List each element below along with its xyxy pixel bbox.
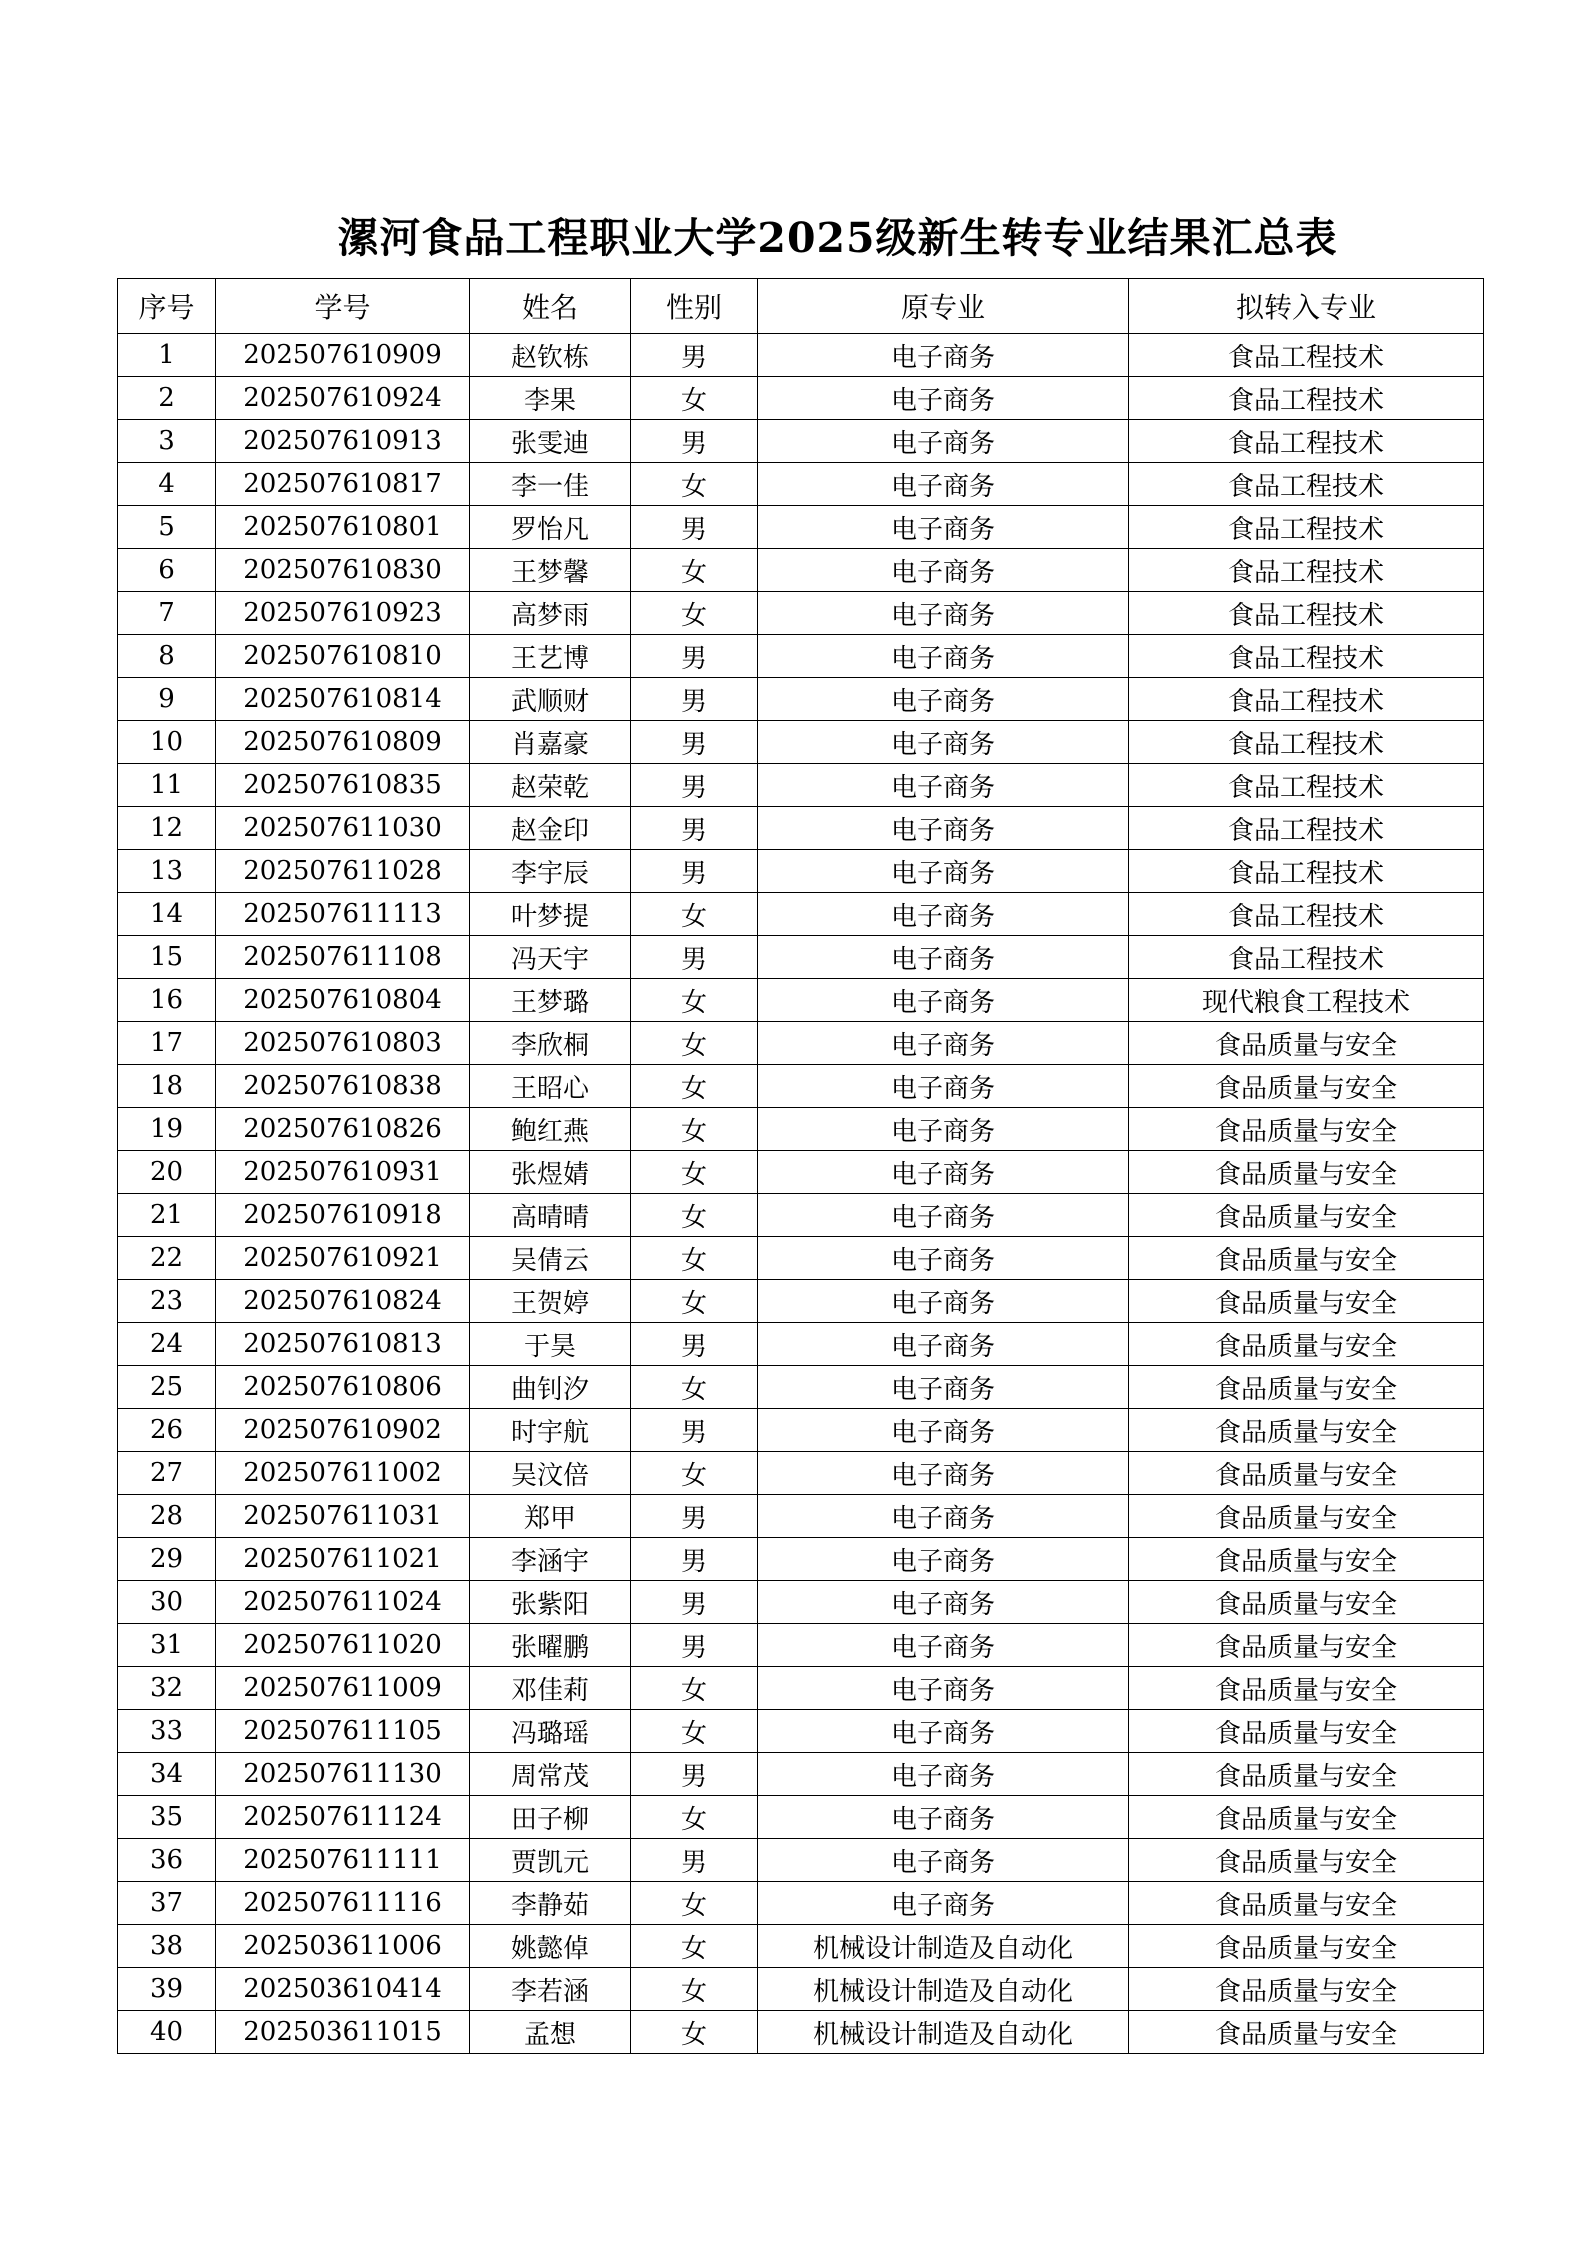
seq-cell: 37 xyxy=(118,1882,216,1925)
header-name: 姓名 xyxy=(470,279,631,334)
gender-cell: 女 xyxy=(631,1280,758,1323)
seq-cell: 38 xyxy=(118,1925,216,1968)
name-cell: 贾凯元 xyxy=(470,1839,631,1882)
target-major-cell: 食品工程技术 xyxy=(1129,678,1484,721)
table-row xyxy=(118,463,1484,506)
table-row xyxy=(118,1151,1484,1194)
original-major-cell: 电子商务 xyxy=(758,1280,1129,1323)
original-major-cell: 电子商务 xyxy=(758,1323,1129,1366)
seq-cell: 23 xyxy=(118,1280,216,1323)
target-major-cell: 食品质量与安全 xyxy=(1129,1839,1484,1882)
header-target-major: 拟转入专业 xyxy=(1129,279,1484,334)
original-major-cell: 电子商务 xyxy=(758,850,1129,893)
gender-cell: 女 xyxy=(631,549,758,592)
table-row xyxy=(118,2011,1484,2054)
table-row xyxy=(118,1753,1484,1796)
seq-cell: 4 xyxy=(118,463,216,506)
student-id-cell: 202507610804 xyxy=(216,979,470,1022)
original-major-cell: 电子商务 xyxy=(758,979,1129,1022)
table-row xyxy=(118,1624,1484,1667)
target-major-cell: 食品质量与安全 xyxy=(1129,1624,1484,1667)
original-major-cell: 电子商务 xyxy=(758,1452,1129,1495)
table-row xyxy=(118,1194,1484,1237)
gender-cell: 男 xyxy=(631,678,758,721)
original-major-cell: 电子商务 xyxy=(758,635,1129,678)
gender-cell: 女 xyxy=(631,1108,758,1151)
original-major-cell: 电子商务 xyxy=(758,1366,1129,1409)
original-major-cell: 电子商务 xyxy=(758,506,1129,549)
gender-cell: 女 xyxy=(631,1882,758,1925)
target-major-cell: 食品质量与安全 xyxy=(1129,1495,1484,1538)
student-id-cell: 202507610838 xyxy=(216,1065,470,1108)
name-cell: 孟想 xyxy=(470,2011,631,2054)
original-major-cell: 电子商务 xyxy=(758,1710,1129,1753)
header-gender: 性别 xyxy=(631,279,758,334)
student-id-cell: 202507610918 xyxy=(216,1194,470,1237)
seq-cell: 3 xyxy=(118,420,216,463)
name-cell: 周常茂 xyxy=(470,1753,631,1796)
target-major-cell: 食品工程技术 xyxy=(1129,721,1484,764)
name-cell: 王艺博 xyxy=(470,635,631,678)
seq-cell: 12 xyxy=(118,807,216,850)
seq-cell: 22 xyxy=(118,1237,216,1280)
name-cell: 鲍红燕 xyxy=(470,1108,631,1151)
gender-cell: 男 xyxy=(631,420,758,463)
original-major-cell: 电子商务 xyxy=(758,549,1129,592)
gender-cell: 女 xyxy=(631,1968,758,2011)
original-major-cell: 电子商务 xyxy=(758,936,1129,979)
student-id-cell: 202507610902 xyxy=(216,1409,470,1452)
student-id-cell: 202507610806 xyxy=(216,1366,470,1409)
header-student-id: 学号 xyxy=(216,279,470,334)
target-major-cell: 现代粮食工程技术 xyxy=(1129,979,1484,1022)
student-id-cell: 202507610830 xyxy=(216,549,470,592)
seq-cell: 2 xyxy=(118,377,216,420)
table-header-row xyxy=(118,279,1484,334)
name-cell: 郑甲 xyxy=(470,1495,631,1538)
student-id-cell: 202507610923 xyxy=(216,592,470,635)
target-major-cell: 食品质量与安全 xyxy=(1129,1882,1484,1925)
original-major-cell: 电子商务 xyxy=(758,678,1129,721)
seq-cell: 21 xyxy=(118,1194,216,1237)
name-cell: 李欣桐 xyxy=(470,1022,631,1065)
table-row xyxy=(118,721,1484,764)
gender-cell: 男 xyxy=(631,807,758,850)
name-cell: 张雯迪 xyxy=(470,420,631,463)
student-id-cell: 202507610814 xyxy=(216,678,470,721)
seq-cell: 26 xyxy=(118,1409,216,1452)
original-major-cell: 电子商务 xyxy=(758,592,1129,635)
original-major-cell: 电子商务 xyxy=(758,1667,1129,1710)
name-cell: 罗怡凡 xyxy=(470,506,631,549)
student-id-cell: 202507610826 xyxy=(216,1108,470,1151)
seq-cell: 16 xyxy=(118,979,216,1022)
original-major-cell: 电子商务 xyxy=(758,1538,1129,1581)
table-row xyxy=(118,678,1484,721)
target-major-cell: 食品质量与安全 xyxy=(1129,1065,1484,1108)
table-row xyxy=(118,1667,1484,1710)
page-title: 漯河食品工程职业大学2025级新生转专业结果汇总表 xyxy=(337,214,1338,262)
original-major-cell: 电子商务 xyxy=(758,1839,1129,1882)
name-cell: 冯天宇 xyxy=(470,936,631,979)
gender-cell: 女 xyxy=(631,1065,758,1108)
table-row xyxy=(118,1022,1484,1065)
table-row xyxy=(118,1323,1484,1366)
gender-cell: 男 xyxy=(631,1538,758,1581)
gender-cell: 男 xyxy=(631,1581,758,1624)
student-id-cell: 202507610909 xyxy=(216,334,470,377)
gender-cell: 女 xyxy=(631,592,758,635)
table-row xyxy=(118,592,1484,635)
table-row xyxy=(118,893,1484,936)
seq-cell: 5 xyxy=(118,506,216,549)
table-row xyxy=(118,936,1484,979)
original-major-cell: 电子商务 xyxy=(758,1624,1129,1667)
original-major-cell: 电子商务 xyxy=(758,1237,1129,1280)
seq-cell: 24 xyxy=(118,1323,216,1366)
original-major-cell: 电子商务 xyxy=(758,463,1129,506)
table-row xyxy=(118,1065,1484,1108)
original-major-cell: 电子商务 xyxy=(758,1796,1129,1839)
gender-cell: 女 xyxy=(631,1194,758,1237)
target-major-cell: 食品质量与安全 xyxy=(1129,2011,1484,2054)
table-row xyxy=(118,1280,1484,1323)
original-major-cell: 电子商务 xyxy=(758,1495,1129,1538)
gender-cell: 女 xyxy=(631,1710,758,1753)
target-major-cell: 食品质量与安全 xyxy=(1129,1108,1484,1151)
target-major-cell: 食品工程技术 xyxy=(1129,420,1484,463)
seq-cell: 6 xyxy=(118,549,216,592)
table-row xyxy=(118,506,1484,549)
gender-cell: 女 xyxy=(631,893,758,936)
target-major-cell: 食品工程技术 xyxy=(1129,463,1484,506)
student-id-cell: 202507610803 xyxy=(216,1022,470,1065)
seq-cell: 8 xyxy=(118,635,216,678)
original-major-cell: 电子商务 xyxy=(758,1753,1129,1796)
gender-cell: 男 xyxy=(631,1409,758,1452)
student-id-cell: 202507611105 xyxy=(216,1710,470,1753)
name-cell: 武顺财 xyxy=(470,678,631,721)
table-row xyxy=(118,979,1484,1022)
student-id-cell: 202507611116 xyxy=(216,1882,470,1925)
student-id-cell: 202507611020 xyxy=(216,1624,470,1667)
original-major-cell: 电子商务 xyxy=(758,721,1129,764)
table-row xyxy=(118,764,1484,807)
seq-cell: 17 xyxy=(118,1022,216,1065)
target-major-cell: 食品质量与安全 xyxy=(1129,1194,1484,1237)
name-cell: 高梦雨 xyxy=(470,592,631,635)
student-id-cell: 202507611113 xyxy=(216,893,470,936)
target-major-cell: 食品工程技术 xyxy=(1129,592,1484,635)
transfer-results-table xyxy=(117,278,1484,2054)
student-id-cell: 202507610809 xyxy=(216,721,470,764)
table-row xyxy=(118,1882,1484,1925)
name-cell: 姚懿倬 xyxy=(470,1925,631,1968)
gender-cell: 女 xyxy=(631,1366,758,1409)
name-cell: 李涵宇 xyxy=(470,1538,631,1581)
name-cell: 王梦馨 xyxy=(470,549,631,592)
seq-cell: 18 xyxy=(118,1065,216,1108)
name-cell: 田子柳 xyxy=(470,1796,631,1839)
header-original-major: 原专业 xyxy=(758,279,1129,334)
name-cell: 张紫阳 xyxy=(470,1581,631,1624)
name-cell: 叶梦提 xyxy=(470,893,631,936)
student-id-cell: 202507610824 xyxy=(216,1280,470,1323)
gender-cell: 男 xyxy=(631,506,758,549)
student-id-cell: 202503611006 xyxy=(216,1925,470,1968)
gender-cell: 女 xyxy=(631,1237,758,1280)
student-id-cell: 202507611021 xyxy=(216,1538,470,1581)
gender-cell: 女 xyxy=(631,463,758,506)
target-major-cell: 食品工程技术 xyxy=(1129,334,1484,377)
original-major-cell: 机械设计制造及自动化 xyxy=(758,2011,1129,2054)
gender-cell: 女 xyxy=(631,1022,758,1065)
seq-cell: 25 xyxy=(118,1366,216,1409)
table-row xyxy=(118,1796,1484,1839)
student-id-cell: 202507610931 xyxy=(216,1151,470,1194)
original-major-cell: 电子商务 xyxy=(758,893,1129,936)
student-id-cell: 202507611009 xyxy=(216,1667,470,1710)
student-id-cell: 202507610913 xyxy=(216,420,470,463)
original-major-cell: 电子商务 xyxy=(758,1194,1129,1237)
name-cell: 时宇航 xyxy=(470,1409,631,1452)
table-row xyxy=(118,1108,1484,1151)
original-major-cell: 电子商务 xyxy=(758,1065,1129,1108)
table-row xyxy=(118,1366,1484,1409)
original-major-cell: 电子商务 xyxy=(758,1022,1129,1065)
target-major-cell: 食品质量与安全 xyxy=(1129,1581,1484,1624)
gender-cell: 女 xyxy=(631,1925,758,1968)
name-cell: 冯璐瑶 xyxy=(470,1710,631,1753)
table-row xyxy=(118,1452,1484,1495)
seq-cell: 27 xyxy=(118,1452,216,1495)
seq-cell: 20 xyxy=(118,1151,216,1194)
table-row xyxy=(118,1538,1484,1581)
name-cell: 于昊 xyxy=(470,1323,631,1366)
target-major-cell: 食品质量与安全 xyxy=(1129,1409,1484,1452)
target-major-cell: 食品工程技术 xyxy=(1129,807,1484,850)
name-cell: 赵钦栋 xyxy=(470,334,631,377)
target-major-cell: 食品质量与安全 xyxy=(1129,1323,1484,1366)
original-major-cell: 机械设计制造及自动化 xyxy=(758,1968,1129,2011)
table-row xyxy=(118,1925,1484,1968)
name-cell: 曲钊汐 xyxy=(470,1366,631,1409)
gender-cell: 男 xyxy=(631,334,758,377)
table-row xyxy=(118,1409,1484,1452)
gender-cell: 女 xyxy=(631,1667,758,1710)
name-cell: 张煜婧 xyxy=(470,1151,631,1194)
seq-cell: 13 xyxy=(118,850,216,893)
table-row xyxy=(118,807,1484,850)
seq-cell: 36 xyxy=(118,1839,216,1882)
gender-cell: 男 xyxy=(631,1753,758,1796)
original-major-cell: 电子商务 xyxy=(758,334,1129,377)
table-row xyxy=(118,635,1484,678)
gender-cell: 男 xyxy=(631,721,758,764)
name-cell: 赵金印 xyxy=(470,807,631,850)
target-major-cell: 食品质量与安全 xyxy=(1129,1925,1484,1968)
student-id-cell: 202507610924 xyxy=(216,377,470,420)
student-id-cell: 202507611130 xyxy=(216,1753,470,1796)
table-row xyxy=(118,334,1484,377)
name-cell: 李宇辰 xyxy=(470,850,631,893)
seq-cell: 29 xyxy=(118,1538,216,1581)
target-major-cell: 食品质量与安全 xyxy=(1129,1452,1484,1495)
target-major-cell: 食品质量与安全 xyxy=(1129,1796,1484,1839)
name-cell: 李果 xyxy=(470,377,631,420)
student-id-cell: 202507610921 xyxy=(216,1237,470,1280)
target-major-cell: 食品质量与安全 xyxy=(1129,1710,1484,1753)
target-major-cell: 食品工程技术 xyxy=(1129,893,1484,936)
name-cell: 肖嘉豪 xyxy=(470,721,631,764)
original-major-cell: 电子商务 xyxy=(758,1151,1129,1194)
student-id-cell: 202507611002 xyxy=(216,1452,470,1495)
target-major-cell: 食品质量与安全 xyxy=(1129,1237,1484,1280)
original-major-cell: 电子商务 xyxy=(758,420,1129,463)
seq-cell: 9 xyxy=(118,678,216,721)
student-id-cell: 202503610414 xyxy=(216,1968,470,2011)
name-cell: 高晴晴 xyxy=(470,1194,631,1237)
target-major-cell: 食品质量与安全 xyxy=(1129,1667,1484,1710)
table-row xyxy=(118,549,1484,592)
seq-cell: 39 xyxy=(118,1968,216,2011)
gender-cell: 男 xyxy=(631,635,758,678)
gender-cell: 女 xyxy=(631,377,758,420)
student-id-cell: 202507611124 xyxy=(216,1796,470,1839)
seq-cell: 15 xyxy=(118,936,216,979)
target-major-cell: 食品质量与安全 xyxy=(1129,1022,1484,1065)
target-major-cell: 食品质量与安全 xyxy=(1129,1753,1484,1796)
target-major-cell: 食品质量与安全 xyxy=(1129,1968,1484,2011)
seq-cell: 30 xyxy=(118,1581,216,1624)
seq-cell: 32 xyxy=(118,1667,216,1710)
target-major-cell: 食品工程技术 xyxy=(1129,936,1484,979)
name-cell: 邓佳莉 xyxy=(470,1667,631,1710)
seq-cell: 31 xyxy=(118,1624,216,1667)
original-major-cell: 电子商务 xyxy=(758,764,1129,807)
target-major-cell: 食品工程技术 xyxy=(1129,764,1484,807)
target-major-cell: 食品工程技术 xyxy=(1129,506,1484,549)
seq-cell: 19 xyxy=(118,1108,216,1151)
table-row xyxy=(118,377,1484,420)
gender-cell: 女 xyxy=(631,1151,758,1194)
target-major-cell: 食品质量与安全 xyxy=(1129,1280,1484,1323)
student-id-cell: 202507610810 xyxy=(216,635,470,678)
name-cell: 李静茹 xyxy=(470,1882,631,1925)
gender-cell: 男 xyxy=(631,936,758,979)
student-id-cell: 202503611015 xyxy=(216,2011,470,2054)
target-major-cell: 食品质量与安全 xyxy=(1129,1151,1484,1194)
seq-cell: 11 xyxy=(118,764,216,807)
seq-cell: 40 xyxy=(118,2011,216,2054)
seq-cell: 7 xyxy=(118,592,216,635)
seq-cell: 35 xyxy=(118,1796,216,1839)
student-id-cell: 202507610835 xyxy=(216,764,470,807)
student-id-cell: 202507611111 xyxy=(216,1839,470,1882)
seq-cell: 28 xyxy=(118,1495,216,1538)
target-major-cell: 食品工程技术 xyxy=(1129,549,1484,592)
gender-cell: 女 xyxy=(631,979,758,1022)
original-major-cell: 电子商务 xyxy=(758,807,1129,850)
student-id-cell: 202507611031 xyxy=(216,1495,470,1538)
gender-cell: 男 xyxy=(631,850,758,893)
gender-cell: 男 xyxy=(631,1323,758,1366)
gender-cell: 女 xyxy=(631,1796,758,1839)
gender-cell: 女 xyxy=(631,1452,758,1495)
gender-cell: 男 xyxy=(631,764,758,807)
name-cell: 王贺婷 xyxy=(470,1280,631,1323)
table-row xyxy=(118,1710,1484,1753)
original-major-cell: 机械设计制造及自动化 xyxy=(758,1925,1129,1968)
table-row xyxy=(118,420,1484,463)
original-major-cell: 电子商务 xyxy=(758,1581,1129,1624)
name-cell: 吴倩云 xyxy=(470,1237,631,1280)
name-cell: 王梦璐 xyxy=(470,979,631,1022)
target-major-cell: 食品工程技术 xyxy=(1129,850,1484,893)
header-seq: 序号 xyxy=(118,279,216,334)
name-cell: 张曜鹏 xyxy=(470,1624,631,1667)
student-id-cell: 202507611028 xyxy=(216,850,470,893)
gender-cell: 男 xyxy=(631,1495,758,1538)
name-cell: 李若涵 xyxy=(470,1968,631,2011)
table-row xyxy=(118,1581,1484,1624)
student-id-cell: 202507610817 xyxy=(216,463,470,506)
student-id-cell: 202507610801 xyxy=(216,506,470,549)
seq-cell: 10 xyxy=(118,721,216,764)
original-major-cell: 电子商务 xyxy=(758,1882,1129,1925)
student-id-cell: 202507610813 xyxy=(216,1323,470,1366)
name-cell: 王昭心 xyxy=(470,1065,631,1108)
original-major-cell: 电子商务 xyxy=(758,377,1129,420)
seq-cell: 34 xyxy=(118,1753,216,1796)
name-cell: 李一佳 xyxy=(470,463,631,506)
table-row xyxy=(118,1495,1484,1538)
table-row xyxy=(118,1237,1484,1280)
student-id-cell: 202507611108 xyxy=(216,936,470,979)
target-major-cell: 食品质量与安全 xyxy=(1129,1538,1484,1581)
seq-cell: 33 xyxy=(118,1710,216,1753)
seq-cell: 14 xyxy=(118,893,216,936)
gender-cell: 男 xyxy=(631,1624,758,1667)
seq-cell: 1 xyxy=(118,334,216,377)
target-major-cell: 食品工程技术 xyxy=(1129,635,1484,678)
target-major-cell: 食品工程技术 xyxy=(1129,377,1484,420)
original-major-cell: 电子商务 xyxy=(758,1108,1129,1151)
original-major-cell: 电子商务 xyxy=(758,1409,1129,1452)
table-row xyxy=(118,1968,1484,2011)
table-row xyxy=(118,850,1484,893)
gender-cell: 女 xyxy=(631,2011,758,2054)
student-id-cell: 202507611030 xyxy=(216,807,470,850)
target-major-cell: 食品质量与安全 xyxy=(1129,1366,1484,1409)
table-row xyxy=(118,1839,1484,1882)
student-id-cell: 202507611024 xyxy=(216,1581,470,1624)
name-cell: 赵荣乾 xyxy=(470,764,631,807)
gender-cell: 男 xyxy=(631,1839,758,1882)
name-cell: 吴汶倍 xyxy=(470,1452,631,1495)
